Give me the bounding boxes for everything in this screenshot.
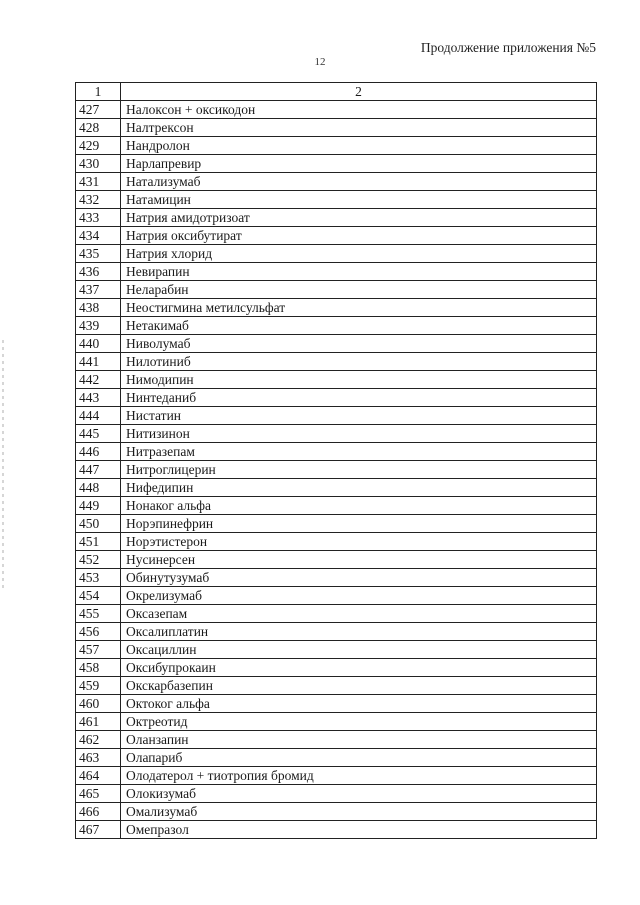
table-row [76, 515, 597, 533]
drug-name: Норэтистерон [121, 533, 597, 551]
row-number: 440 [76, 335, 121, 353]
row-number: 441 [76, 353, 121, 371]
drug-name: Натрия оксибутират [121, 227, 597, 245]
drug-name: Окрелизумаб [121, 587, 597, 605]
drug-name: Нифедипин [121, 479, 597, 497]
row-number: 435 [76, 245, 121, 263]
drug-name: Оксалиплатин [121, 623, 597, 641]
table-row [76, 641, 597, 659]
drug-name: Нимодипин [121, 371, 597, 389]
row-number: 455 [76, 605, 121, 623]
drug-name: Нетакимаб [121, 317, 597, 335]
row-number: 445 [76, 425, 121, 443]
row-number: 448 [76, 479, 121, 497]
column-header-name: 2 [121, 83, 597, 101]
drug-name: Оксазепам [121, 605, 597, 623]
drug-name: Нандролон [121, 137, 597, 155]
drug-name: Омализумаб [121, 803, 597, 821]
table-row [76, 749, 597, 767]
drug-name: Ниволумаб [121, 335, 597, 353]
row-number: 436 [76, 263, 121, 281]
table-row [76, 461, 597, 479]
table-row [76, 551, 597, 569]
drug-name: Невирапин [121, 263, 597, 281]
drug-name: Олодатерол + тиотропия бромид [121, 767, 597, 785]
row-number: 463 [76, 749, 121, 767]
row-number: 437 [76, 281, 121, 299]
row-number: 464 [76, 767, 121, 785]
table-row [76, 119, 597, 137]
drug-name: Нарлапревир [121, 155, 597, 173]
table-row [76, 353, 597, 371]
table-row [76, 335, 597, 353]
drug-name: Натрия амидотризоат [121, 209, 597, 227]
table-row [76, 425, 597, 443]
drug-name: Нусинерсен [121, 551, 597, 569]
drug-name: Норэпинефрин [121, 515, 597, 533]
table-row [76, 497, 597, 515]
row-number: 447 [76, 461, 121, 479]
table-row [76, 533, 597, 551]
table-row [76, 479, 597, 497]
row-number: 443 [76, 389, 121, 407]
drug-name: Натрия хлорид [121, 245, 597, 263]
table-row [76, 695, 597, 713]
row-number: 433 [76, 209, 121, 227]
row-number: 462 [76, 731, 121, 749]
drug-name: Нилотиниб [121, 353, 597, 371]
row-number: 452 [76, 551, 121, 569]
row-number: 458 [76, 659, 121, 677]
drug-name: Обинутузумаб [121, 569, 597, 587]
drug-name: Оксибупрокаин [121, 659, 597, 677]
drug-name: Оланзапин [121, 731, 597, 749]
table-row [76, 299, 597, 317]
drug-name: Оксациллин [121, 641, 597, 659]
table-row [76, 731, 597, 749]
row-number: 467 [76, 821, 121, 839]
row-number: 450 [76, 515, 121, 533]
table-row [76, 587, 597, 605]
row-number: 461 [76, 713, 121, 731]
table-row [76, 191, 597, 209]
row-number: 438 [76, 299, 121, 317]
table-row [76, 713, 597, 731]
table-row [76, 785, 597, 803]
row-number: 431 [76, 173, 121, 191]
row-number: 459 [76, 677, 121, 695]
table-row [76, 677, 597, 695]
drug-name: Олокизумаб [121, 785, 597, 803]
table-row [76, 443, 597, 461]
table-row [76, 407, 597, 425]
row-number: 429 [76, 137, 121, 155]
row-number: 466 [76, 803, 121, 821]
table-row [76, 101, 597, 119]
continuation-header: Продолжение приложения №5 [420, 40, 596, 55]
table-row [76, 767, 597, 785]
row-number: 432 [76, 191, 121, 209]
table-header-row [76, 83, 597, 101]
table-row [76, 263, 597, 281]
drug-name: Натализумаб [121, 173, 597, 191]
drug-name: Нистатин [121, 407, 597, 425]
drug-table [75, 82, 597, 839]
row-number: 456 [76, 623, 121, 641]
drug-name: Налтрексон [121, 119, 597, 137]
table-row [76, 245, 597, 263]
row-number: 460 [76, 695, 121, 713]
row-number: 442 [76, 371, 121, 389]
drug-name: Омепразол [121, 821, 597, 839]
table-row [76, 803, 597, 821]
table-row [76, 371, 597, 389]
drug-name: Окскарбазепин [121, 677, 597, 695]
row-number: 439 [76, 317, 121, 335]
table-row [76, 569, 597, 587]
drug-name: Нонаког альфа [121, 497, 597, 515]
page-number: 12 [314, 56, 326, 68]
row-number: 454 [76, 587, 121, 605]
table-row [76, 317, 597, 335]
row-number: 428 [76, 119, 121, 137]
drug-name: Олапариб [121, 749, 597, 767]
drug-name: Неостигмина метилсульфат [121, 299, 597, 317]
drug-name: Нитизинон [121, 425, 597, 443]
table-row [76, 821, 597, 839]
row-number: 453 [76, 569, 121, 587]
table-row [76, 137, 597, 155]
table-row [76, 605, 597, 623]
row-number: 444 [76, 407, 121, 425]
drug-name: Октреотид [121, 713, 597, 731]
row-number: 430 [76, 155, 121, 173]
drug-name: Нитразепам [121, 443, 597, 461]
column-header-number: 1 [76, 83, 121, 101]
table-row [76, 173, 597, 191]
table-row [76, 623, 597, 641]
row-number: 446 [76, 443, 121, 461]
drug-name: Неларабин [121, 281, 597, 299]
row-number: 457 [76, 641, 121, 659]
row-number: 465 [76, 785, 121, 803]
drug-name: Натамицин [121, 191, 597, 209]
drug-name: Налоксон + оксикодон [121, 101, 597, 119]
drug-name: Нинтеданиб [121, 389, 597, 407]
table-row [76, 209, 597, 227]
table-row [76, 227, 597, 245]
row-number: 449 [76, 497, 121, 515]
row-number: 427 [76, 101, 121, 119]
row-number: 451 [76, 533, 121, 551]
table-row [76, 155, 597, 173]
row-number: 434 [76, 227, 121, 245]
table-row [76, 659, 597, 677]
drug-name: Октоког альфа [121, 695, 597, 713]
table-row [76, 389, 597, 407]
scan-artifact [2, 340, 4, 590]
table-row [76, 281, 597, 299]
drug-name: Нитроглицерин [121, 461, 597, 479]
